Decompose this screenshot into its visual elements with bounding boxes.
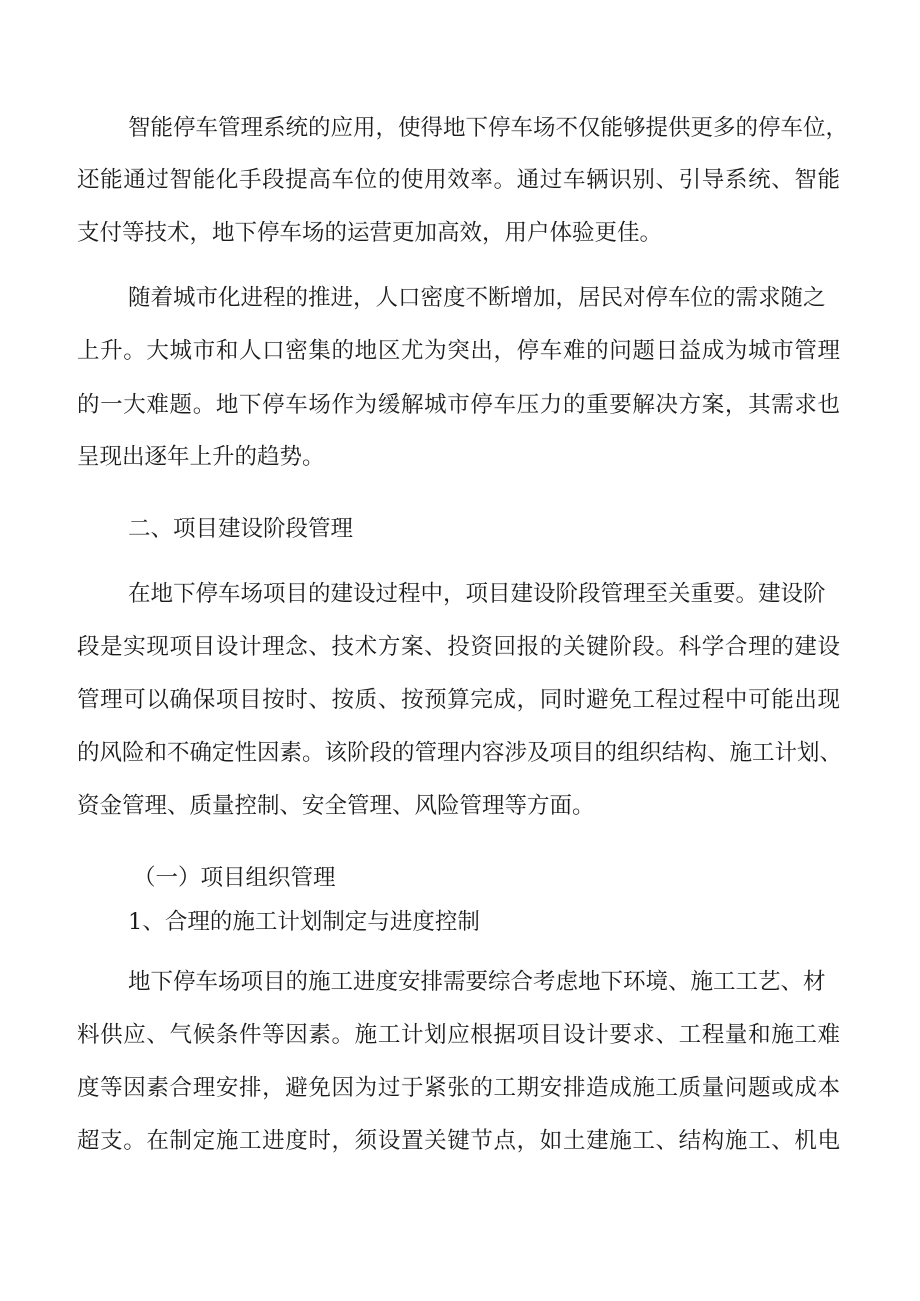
subsection-heading: （一）项目组织管理 xyxy=(133,865,336,891)
paragraph-1-line-1: 智能停车管理系统的应用，使得地下停车场不仅能够提供更多的停车位， xyxy=(128,115,849,141)
paragraph-2-line-4: 呈现出逐年上升的趋势。 xyxy=(77,444,325,470)
paragraph-1-line-3: 支付等技术，地下停车场的运营更加高效，用户体验更佳。 xyxy=(77,220,663,246)
paragraph-4-line-1: 地下停车场项目的施工进度安排需要综合考虑地下环境、施工工艺、材 xyxy=(128,969,826,995)
numbered-item-heading: 1、合理的施工计划制定与进度控制 xyxy=(128,909,480,935)
paragraph-2-line-3: 的一大难题。地下停车场作为缓解城市停车压力的重要解决方案，其需求也 xyxy=(77,392,840,418)
paragraph-3-line-5: 资金管理、质量控制、安全管理、风险管理等方面。 xyxy=(77,793,595,819)
paragraph-3-line-4: 的风险和不确定性因素。该阶段的管理内容涉及项目的组织结构、施工计划、 xyxy=(77,740,843,766)
paragraph-1-line-2: 还能通过智能化手段提高车位的使用效率。通过车辆识别、引导系统、智能 xyxy=(77,167,840,193)
paragraph-3-line-3: 管理可以确保项目按时、按质、按预算完成，同时避免工程过程中可能出现 xyxy=(77,687,840,713)
paragraph-4-line-3: 度等因素合理安排，避免因为过于紧张的工期安排造成施工质量问题或成本 xyxy=(77,1075,840,1101)
paragraph-2-line-2: 上升。大城市和人口密集的地区尤为突出，停车难的问题日益成为城市管理 xyxy=(77,338,840,364)
paragraph-4-line-2: 料供应、气候条件等因素。施工计划应根据项目设计要求、工程量和施工难 xyxy=(77,1022,840,1048)
paragraph-2-line-1: 随着城市化进程的推进，人口密度不断增加，居民对停车位的需求随之 xyxy=(128,285,826,311)
paragraph-3-line-1: 在地下停车场项目的建设过程中，项目建设阶段管理至关重要。建设阶 xyxy=(128,581,826,607)
section-heading: 二、项目建设阶段管理 xyxy=(128,516,354,542)
paragraph-3-line-2: 段是实现项目设计理念、技术方案、投资回报的关键阶段。科学合理的建设 xyxy=(77,634,840,660)
paragraph-4-line-4: 超支。在制定施工进度时，须设置关键节点，如土建施工、结构施工、机电 xyxy=(77,1128,840,1154)
